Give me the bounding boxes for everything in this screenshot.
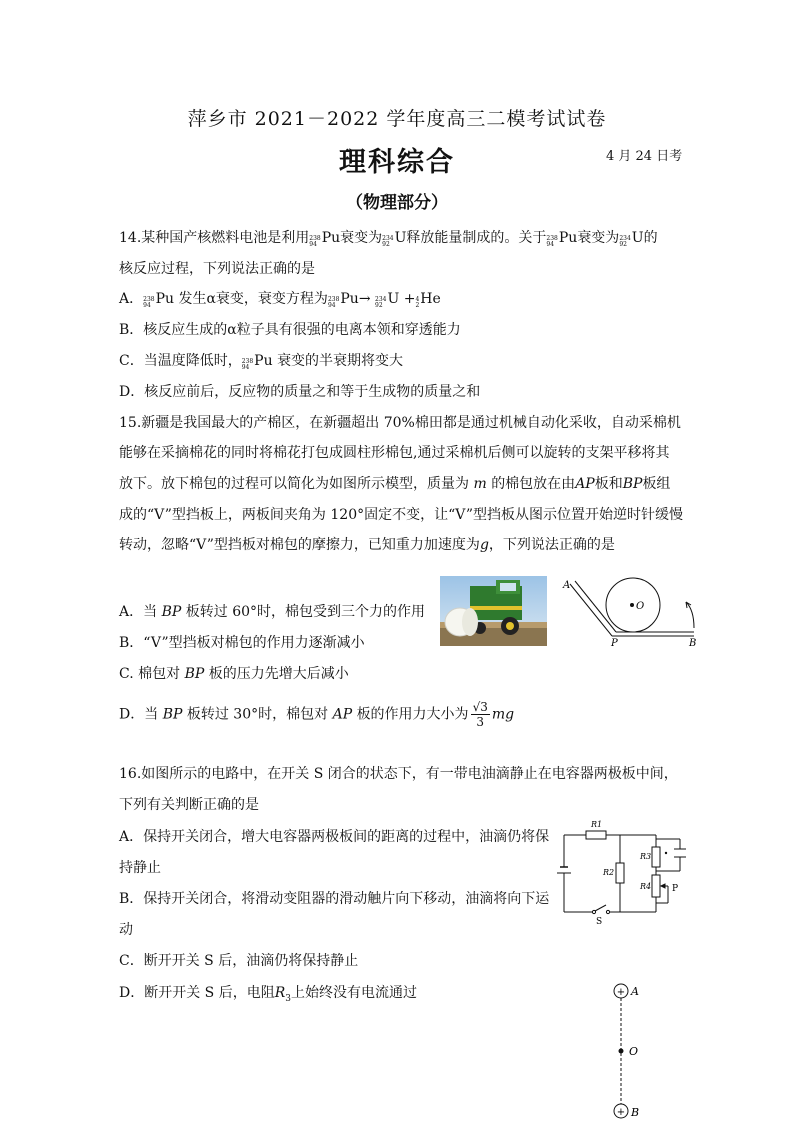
point-o-label: O [629,1045,639,1058]
q14-option-c [119,351,403,371]
fraction [471,700,490,729]
pu-mass: 238 [309,235,321,242]
pu-isotope [309,228,340,248]
charges-svg [608,980,668,1123]
q16-option-a-line1: A．保持开关闭合，增大电容器两极板间的距离的过程中，油滴仍将保 [119,829,550,845]
charge-b-sign: + [616,1107,626,1118]
q14-stem-b: 衰变为 [340,230,383,246]
q15-text: 转动，忽略“V”型挡板对棉包的摩擦力，已知重力加速度为 [119,537,480,553]
q15-option-d [119,700,514,729]
pu-symbol: Pu [340,291,359,307]
arrow-symbol: → [358,291,371,307]
q15-text: 放下。放下棉包的过程可以简化为如图所示模型，质量为 [119,476,469,492]
pu-mass: 238 [143,296,155,303]
cotton-harvester-photo [440,576,547,646]
q16-option-b-line1: B．保持开关闭合，将滑动变阻器的滑动触片向下移动，油滴将向下运 [119,891,550,907]
charge-a-label: A [631,985,639,998]
pu-isotope [546,228,577,248]
var-r: R [274,985,286,1001]
circuit-diagram [556,815,696,925]
q15-line2: 能够在采摘棉花的同时将棉花打包成圆柱形棉包,通过采棉机后侧可以旋转的支架平移将其 [119,445,670,461]
q16-text: 上始终没有电流通过 [291,985,417,1001]
label-r1: R1 [591,820,603,829]
q14-stem-c: 释放能量制成的。关于 [406,230,547,246]
pu-mass: 238 [241,358,254,365]
var-ap: AP [332,706,353,723]
q15-line1: 15.新疆是我国最大的产棉区，在新疆超出 70%棉田都是通过机械自动化采收，自动采棉机 [119,415,681,431]
label-r2: R2 [603,868,615,877]
q15-line5 [119,535,615,555]
u-symbol: U [387,291,400,307]
pu-symbol: Pu [254,353,273,369]
pu-z: 94 [241,364,250,371]
he-symbol: He [420,291,441,307]
label-p: P [611,638,618,649]
q15-text: 板转过 30°时，棉包对 [186,706,329,723]
plus-symbol: + [403,291,416,307]
u-mass: 234 [375,296,387,303]
var-bp: BP [162,706,183,723]
q14-stem-d: 衰变为 [577,230,620,246]
q16-option-b-line2: 动 [119,922,133,938]
pu-symbol: Pu [558,230,578,246]
var-g: g [479,537,489,553]
pu-z: 94 [143,302,151,309]
pu-z: 94 [309,241,317,248]
q15-text: 板转过 60°时，棉包受到三个力的作用 [185,604,426,620]
u-z: 92 [375,302,383,309]
he-mass: 4 [415,296,420,303]
label-a: A [563,580,571,591]
q15-text: 的棉包放在由 [491,476,576,492]
charges-diagram [608,980,668,1123]
exam-date: 4 月 24 日考 [606,149,683,164]
v-board-svg [558,572,700,650]
he-z: 2 [415,302,420,309]
pu-isotope [328,289,359,309]
q15-text: D．当 [119,706,159,723]
charge-a-sign: + [616,987,626,998]
pu-symbol: Pu [155,291,175,307]
circuit-svg [556,815,696,925]
q15-option-b: B．“V”型挡板对棉包的作用力逐渐减小 [119,635,365,651]
q16-option-a-line2: 持静止 [119,860,161,876]
pu-isotope [143,289,174,309]
pu-z: 94 [327,302,336,309]
var-ap: AP [575,476,595,492]
pu-symbol: Pu [321,230,341,246]
q15-text: ，下列说法正确的是 [488,537,615,553]
var-bp: BP [622,476,643,492]
q16-text: D．断开开关 S 后，电阻 [119,985,275,1001]
var-bp: BP [161,604,182,620]
u-isotope [619,228,643,248]
u-symbol: U [631,230,644,246]
charge-b-label: B [631,1106,640,1119]
q14-option-b: B．核反应生成的α粒子具有很强的电离本领和穿透能力 [119,322,461,338]
frac-denominator: 3 [476,715,485,729]
part-title: （物理部分） [346,193,448,213]
q14-c-text1: C．当温度降低时， [119,353,242,369]
q15-option-a [119,602,425,622]
exam-title: 萍乡市 2021－2022 学年度高三二模考试试卷 [187,108,607,130]
subject-title: 理科综合 [339,147,455,178]
he-isotope [415,289,440,309]
label-b: B [689,638,697,649]
u-mass: 234 [382,235,394,242]
q15-text: 板的压力先增大后减小 [208,666,349,682]
u-isotope [375,289,399,309]
q15-line4: 成的“V”型挡板上，两板间夹角为 120°固定不变，让“V”型挡板从图示位置开始逆时针缓慢 [119,507,684,523]
q14-option-d: D．核反应前后，反应物的质量之和等于生成物的质量之和 [119,384,481,400]
label-s: S [596,917,603,925]
q15-text: 板和 [594,476,623,492]
pu-z: 94 [546,241,555,248]
q16-line2: 下列有关判断正确的是 [119,797,259,813]
q15-text: C. 棉包对 [119,666,181,682]
label-o: O [636,601,645,612]
q14-stem-line1 [119,228,658,248]
q14-c-text2: 衰变的半衰期将变大 [277,353,404,369]
var-bp: BP [184,666,205,682]
q15-line3 [119,474,670,494]
label-r3: R3 [640,852,652,861]
option-letter: A． [119,291,144,307]
v-board-diagram [558,572,700,650]
pu-isotope [242,351,273,371]
q14-option-a [119,289,441,309]
q14-a-text: 发生α衰变，衰变方程为 [178,291,328,307]
q16-option-d [119,983,417,1009]
frac-numerator: √3 [472,700,488,714]
q15-text: A．当 [119,604,158,620]
label-r4: R4 [640,882,652,891]
q15-option-c [119,664,349,684]
q14-stem-a: 14.某种国产核燃料电池是利用 [119,230,310,246]
q14-stem-line2: 核反应过程，下列说法正确的是 [119,261,315,277]
r3-subscript: 3 [285,993,291,1004]
u-z: 92 [619,241,627,248]
u-z: 92 [382,241,390,248]
cotton-harvester-illustration [440,576,547,646]
q14-stem-e: 的 [643,230,658,246]
u-symbol: U [394,230,407,246]
var-m: m [473,476,487,492]
u-isotope [382,228,406,248]
pu-mass: 238 [327,296,340,303]
q15-text: 板的作用力大小为 [356,706,469,723]
label-p: P [672,884,679,894]
q16-option-c: C．断开开关 S 后，油滴仍将保持静止 [119,953,359,969]
q15-text: 板组 [642,476,671,492]
var-mg: mg [491,706,515,723]
u-mass: 234 [619,235,631,242]
q16-line1: 16.如图所示的电路中，在开关 S 闭合的状态下，有一带电油滴静止在电容器两极板中间， [119,766,678,782]
pu-mass: 238 [546,235,558,242]
